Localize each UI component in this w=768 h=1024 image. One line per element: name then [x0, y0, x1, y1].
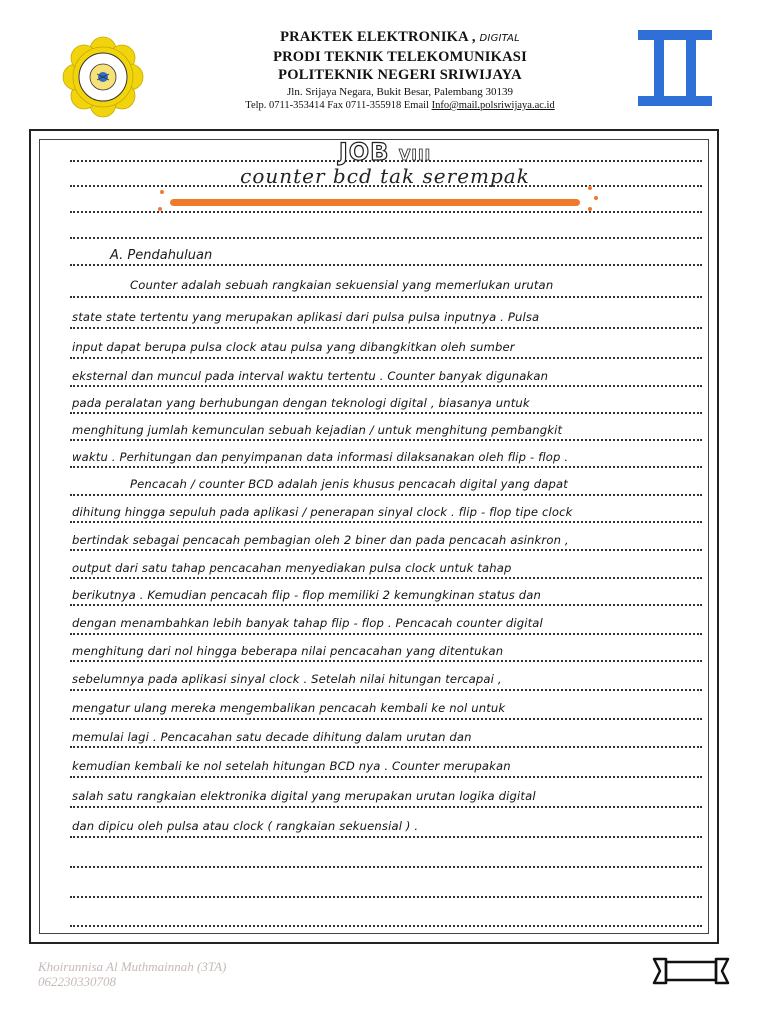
ruled-line	[70, 385, 702, 387]
body-line-13: dengan menambahkan lebih banyak tahap flip - flop . Pencacah counter digital	[72, 616, 543, 630]
ribbon-banner-icon	[652, 955, 730, 987]
decorative-dot	[588, 186, 592, 190]
body-line-9: dihitung hingga sepuluh pada aplikasi / penerapan sinyal clock . flip - flop tipe clock	[72, 505, 573, 519]
ruled-line	[70, 689, 702, 691]
job-title-block	[150, 138, 620, 188]
handwritten-digital: DIGITAL	[479, 33, 520, 44]
body-line-6: menghitung jumlah kemunculan sebuah kejadian / untuk menghitung pembangkit	[72, 423, 563, 437]
ruled-line	[70, 494, 702, 496]
ruled-line	[70, 896, 702, 898]
letterhead	[200, 28, 600, 113]
email-link[interactable]: Info@mail.polsriwijaya.ac.id	[431, 100, 555, 111]
body-line-17: memulai lagi . Pencacahan satu decade dihitung dalam urutan dan	[72, 730, 472, 744]
phone-fax-text: Telp. 0711-353414 Fax 0711-355918 Email	[245, 100, 429, 111]
body-line-3: input dapat berupa pulsa clock atau pulsa yang dibangkitkan oleh sumber	[72, 340, 515, 354]
ruled-line	[70, 806, 702, 808]
author-id: 062230330708	[38, 974, 116, 989]
body-line-2: state state tertentu yang merupakan aplikasi dari pulsa pulsa inputnya . Pulsa	[72, 310, 540, 324]
ruled-line	[70, 925, 702, 927]
ruled-line	[70, 866, 702, 868]
ruled-line	[70, 549, 702, 551]
job-title	[150, 138, 620, 166]
body-line-4: eksternal dan muncul pada interval waktu tertentu . Counter banyak digunakan	[72, 369, 549, 383]
job-subtitle: counter bcd tak serempak	[240, 164, 530, 188]
ruled-line	[70, 521, 702, 523]
body-line-12: berikutnya . Kemudian pencacah flip - flop memiliki 2 kemungkinan status dan	[72, 588, 542, 602]
ruled-line	[70, 577, 702, 579]
author-name: Khoirunnisa Al Muthmainnah (3TA)	[38, 959, 227, 974]
body-line-15: sebelumnya pada aplikasi sinyal clock . Setelah nilai hitungan tercapai ,	[72, 672, 502, 686]
ruled-line	[70, 211, 702, 213]
ruled-line	[70, 412, 702, 414]
institution-label: POLITEKNIK NEGERI SRIWIJAYA	[278, 67, 522, 83]
body-line-18: kemudian kembali ke nol setelah hitungan BCD nya . Counter merupakan	[72, 759, 511, 773]
section-heading: A. Pendahuluan	[110, 248, 213, 263]
letterhead-line-1	[200, 28, 600, 48]
body-line-16: mengatur ulang mereka mengembalikan pencacah kembali ke nol untuk	[72, 701, 506, 715]
polsri-logo	[60, 36, 146, 118]
decorative-dot	[158, 207, 162, 211]
body-line-5: pada peralatan yang berhubungan dengan teknologi digital , biasanya untuk	[72, 396, 530, 410]
ruled-line	[70, 357, 702, 359]
ruled-line	[70, 466, 702, 468]
ruled-line	[70, 264, 702, 266]
ruled-line	[70, 604, 702, 606]
body-line-10: bertindak sebagai pencacah pembagian oleh 2 biner dan pada pencacah asinkron ,	[72, 533, 569, 547]
body-line-19: salah satu rangkaian elektronika digital yang merupakan urutan logika digital	[72, 789, 536, 803]
job-label: JOB	[338, 138, 390, 166]
decorative-dot	[588, 207, 592, 211]
decorative-dot	[594, 196, 598, 200]
body-line-11: output dari satu tahap pencacahan menyediakan pulsa clock untuk tahap	[72, 561, 512, 575]
title-underline-bar	[170, 199, 580, 206]
ruled-line	[70, 746, 702, 748]
ruled-line	[70, 836, 702, 838]
body-line-7: waktu . Perhitungan dan penyimpanan data informasi dilaksanakan oleh flip - flop .	[72, 450, 569, 464]
ruled-line	[70, 633, 702, 635]
roman-numeral-two-icon	[632, 26, 718, 110]
ruled-line	[70, 327, 702, 329]
body-line-1: Counter adalah sebuah rangkaian sekuensial yang memerlukan urutan	[130, 278, 554, 292]
department-label: PRAKTEK ELEKTRONIKA ,	[280, 29, 476, 45]
body-line-14: menghitung dari nol hingga beberapa nilai pencacahan yang ditentukan	[72, 644, 504, 658]
ruled-line	[70, 237, 702, 239]
ruled-line	[70, 660, 702, 662]
program-label: PRODI TEKNIK TELEKOMUNIKASI	[273, 49, 527, 65]
address-text: Jln. Srijaya Negara, Bukit Besar, Palembang 30139	[287, 86, 513, 98]
body-line-8: Pencacah / counter BCD adalah jenis khusus pencacah digital yang dapat	[130, 477, 568, 491]
body-line-20: dan dipicu oleh pulsa atau clock ( rangkaian sekuensial ) .	[72, 819, 419, 833]
author-block	[38, 959, 226, 989]
ruled-line	[70, 439, 702, 441]
decorative-dot	[160, 190, 164, 194]
contact-text	[200, 99, 600, 113]
ruled-line	[70, 296, 702, 298]
ruled-line	[70, 718, 702, 720]
job-number: VIII	[398, 146, 432, 164]
ruled-line	[70, 776, 702, 778]
